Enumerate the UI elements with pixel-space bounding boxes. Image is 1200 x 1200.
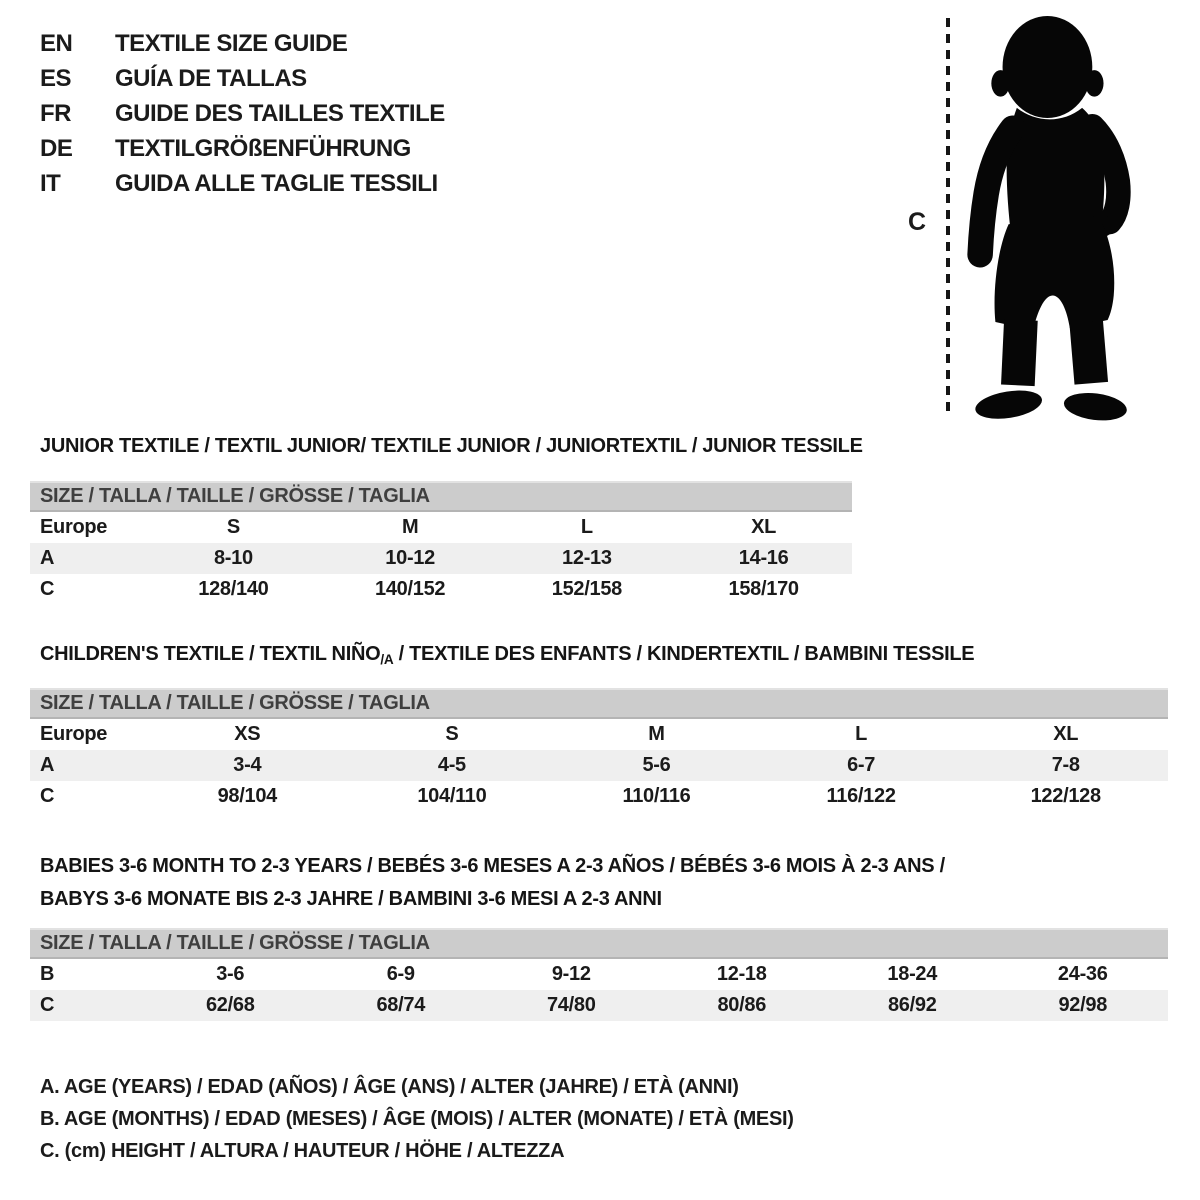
table-cell: 9-12 (551, 963, 591, 985)
babies-title-line2: BABYS 3-6 MONATE BIS 2-3 JAHRE / BAMBINI 3-6 MESI A 2-3 ANNI (40, 888, 662, 910)
table-cell: 6-7 (847, 754, 876, 776)
row-label: Europe (40, 516, 108, 538)
table-cell: 86/92 (887, 994, 937, 1016)
junior-table-body (30, 512, 852, 605)
measure-c-label: C (908, 208, 927, 236)
table-cell: XL (751, 516, 777, 538)
language-row (40, 26, 445, 61)
size-header-bar: SIZE / TALLA / TAILLE / GRÖSSE / TAGLIA (30, 688, 1168, 719)
table-cell: 6-9 (386, 963, 415, 985)
table-cell: 3-6 (216, 963, 245, 985)
table-cell: 4-5 (437, 754, 466, 776)
table-cell: 8-10 (213, 547, 253, 569)
language-title: GUÍA DE TALLAS (115, 64, 307, 92)
children-section-title (40, 643, 974, 667)
table-cell: L (580, 516, 593, 538)
legend-line-c: C. (cm) HEIGHT / ALTURA / HAUTEUR / HÖHE / ALTEZZA (40, 1140, 565, 1162)
row-label: A (40, 754, 55, 776)
table-cell: 10-12 (385, 547, 435, 569)
babies-table-body (30, 959, 1168, 1021)
height-dashed-line (946, 18, 950, 416)
row-label: C (40, 578, 55, 600)
table-row (30, 512, 852, 543)
children-size-table (30, 688, 1168, 812)
table-cell: XS (234, 723, 261, 745)
language-code: IT (40, 169, 61, 197)
table-cell: 3-4 (233, 754, 262, 776)
table-cell: 152/158 (551, 578, 622, 600)
table-row (30, 959, 1168, 990)
table-row (30, 719, 1168, 750)
language-title: TEXTILGRÖßENFÜHRUNG (115, 134, 411, 162)
row-label: A (40, 547, 55, 569)
table-cell: 110/116 (622, 785, 691, 807)
toddler-silhouette-icon (960, 14, 1142, 422)
table-row (30, 750, 1168, 781)
table-row (30, 781, 1168, 812)
table-cell: 62/68 (205, 994, 255, 1016)
table-cell: 68/74 (376, 994, 426, 1016)
row-label: C (40, 994, 55, 1016)
language-title: TEXTILE SIZE GUIDE (115, 29, 348, 57)
size-header-bar: SIZE / TALLA / TAILLE / GRÖSSE / TAGLIA (30, 928, 1168, 959)
table-cell: 122/128 (1030, 785, 1101, 807)
row-label: Europe (40, 723, 108, 745)
babies-title-line1: BABIES 3-6 MONTH TO 2-3 YEARS / BEBÉS 3-6 MESES A 2-3 AÑOS / BÉBÉS 3-6 MOIS À 2-3 ANS / (40, 855, 945, 877)
children-table-body (30, 719, 1168, 812)
language-row (40, 61, 445, 96)
language-row (40, 131, 445, 166)
table-cell: 74/80 (546, 994, 596, 1016)
table-cell: L (855, 723, 868, 745)
babies-size-table (30, 928, 1168, 1021)
table-row (30, 574, 852, 605)
table-cell: 92/98 (1058, 994, 1108, 1016)
size-header-bar: SIZE / TALLA / TAILLE / GRÖSSE / TAGLIA (30, 481, 852, 512)
legend-line-a: A. AGE (YEARS) / EDAD (AÑOS) / ÂGE (ANS) / ALTER (JAHRE) / ETÀ (ANNI) (40, 1076, 739, 1098)
row-label: C (40, 785, 55, 807)
table-cell: 5-6 (642, 754, 671, 776)
junior-section-title: JUNIOR TEXTILE / TEXTIL JUNIOR/ TEXTILE JUNIOR / JUNIORTEXTIL / JUNIOR TESSILE (40, 435, 863, 457)
language-code: DE (40, 134, 73, 162)
table-cell: 158/170 (728, 578, 799, 600)
babies-section-title (40, 850, 945, 916)
table-row (30, 990, 1168, 1021)
language-title-list (40, 26, 445, 201)
table-cell: 18-24 (887, 963, 938, 985)
children-title-subscript: /A (380, 651, 394, 667)
table-cell: XL (1053, 723, 1079, 745)
table-cell: 14-16 (738, 547, 789, 569)
language-code: EN (40, 29, 73, 57)
table-cell: 80/86 (717, 994, 767, 1016)
table-cell: S (445, 723, 459, 745)
language-code: FR (40, 99, 71, 127)
table-cell: 98/104 (217, 785, 277, 807)
table-cell: 24-36 (1057, 963, 1108, 985)
table-cell: M (648, 723, 665, 745)
table-cell: 12-13 (562, 547, 612, 569)
legend-line-b: B. AGE (MONTHS) / EDAD (MESES) / ÂGE (MOIS) / ALTER (MONATE) / ETÀ (MESI) (40, 1108, 794, 1130)
table-cell: 12-18 (716, 963, 767, 985)
table-cell: 116/122 (826, 785, 896, 807)
table-cell: 104/110 (417, 785, 487, 807)
children-title-text: CHILDREN'S TEXTILE / TEXTIL NIÑO (40, 643, 381, 665)
language-row (40, 96, 445, 131)
junior-size-table (30, 481, 852, 605)
table-cell: 128/140 (198, 578, 269, 600)
height-measure-figure (880, 0, 1200, 436)
language-title: GUIDA ALLE TAGLIE TESSILI (115, 169, 438, 197)
table-row (30, 543, 852, 574)
language-row (40, 166, 445, 201)
language-title: GUIDE DES TAILLES TEXTILE (115, 99, 445, 127)
language-code: ES (40, 64, 72, 92)
table-cell: S (226, 516, 240, 538)
table-cell: 7-8 (1051, 754, 1080, 776)
table-cell: M (401, 516, 419, 538)
table-cell: 140/152 (375, 578, 446, 600)
measure-legend (40, 1076, 794, 1172)
children-title-text-2: / TEXTILE DES ENFANTS / KINDERTEXTIL / BAMBINI TESSILE (393, 643, 975, 665)
row-label: B (40, 963, 55, 985)
